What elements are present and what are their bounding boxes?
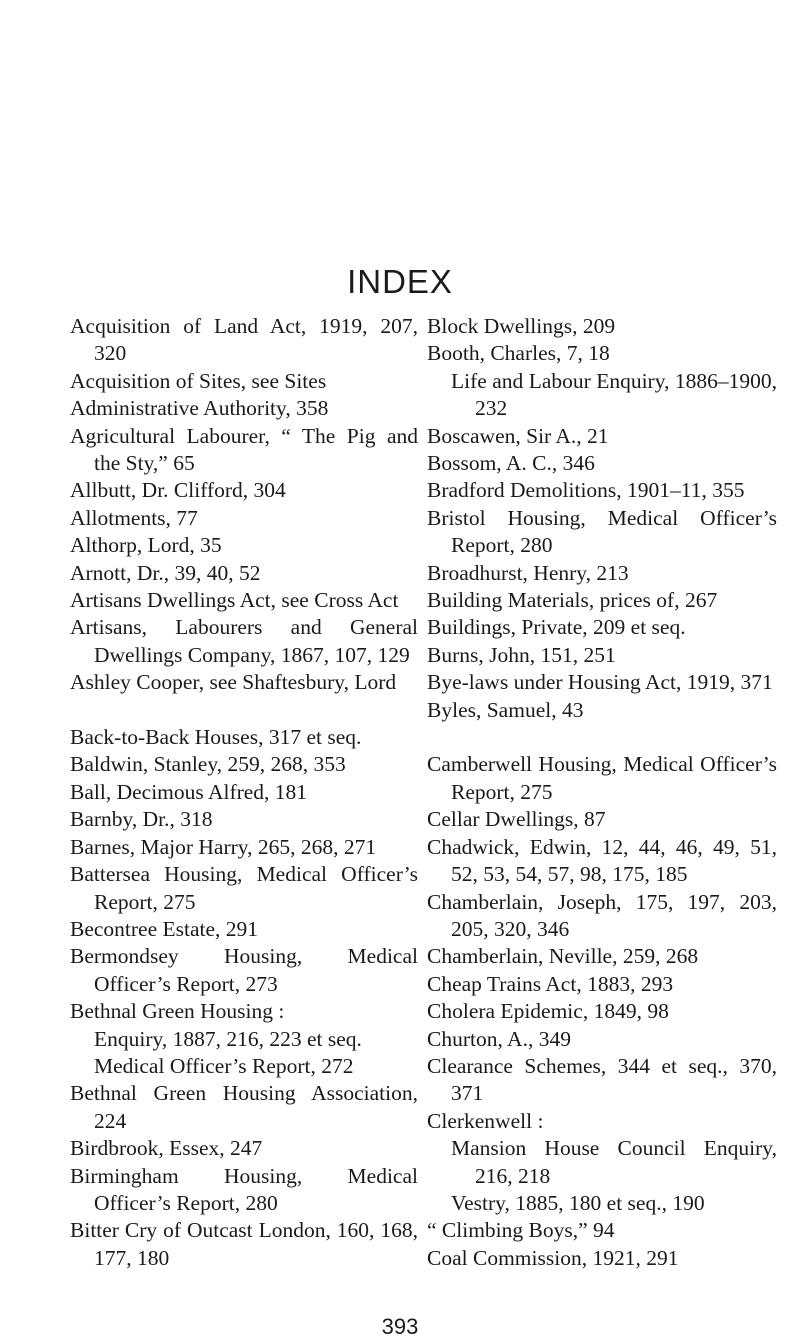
index-entry: Barnes, Major Harry, 265, 268, 271: [70, 834, 377, 859]
index-subentry: Life and Labour Enquiry, 1886–1900, 232: [451, 368, 777, 421]
index-entry: Clearance Schemes, 344 et seq., 370, 371: [427, 1053, 777, 1106]
index-entry: Bitter Cry of Outcast London, 160, 168, 177, 180: [70, 1218, 418, 1270]
page-number: 393: [381, 1314, 419, 1339]
letter-group-gap: [427, 724, 777, 751]
index-entry: Acquisition of Sites, see Sites: [70, 368, 327, 393]
index-entry: Chamberlain, Neville, 259, 268: [427, 944, 699, 969]
index-entry: Administrative Authority, 358: [70, 396, 329, 421]
index-entry: Arnott, Dr., 39, 40, 52: [70, 560, 261, 585]
index-entry: Acquisition of Land Act, 1919, 207, 320: [70, 314, 418, 366]
index-entry: Birmingham Housing, Medical Officer’s Report, 280: [70, 1163, 418, 1215]
index-entry: Building Materials, prices of, 267: [427, 588, 718, 613]
index-entry: Baldwin, Stanley, 259, 268, 353: [70, 752, 346, 777]
index-entry: Althorp, Lord, 35: [70, 533, 222, 558]
index-entry: Broadhurst, Henry, 213: [427, 560, 629, 585]
index-entry: Buildings, Private, 209 et seq.: [427, 615, 686, 640]
index-entry: Bradford Demolitions, 1901–11, 355: [427, 478, 745, 503]
index-entry: Bethnal Green Housing :: [70, 999, 285, 1024]
index-entry: Booth, Charles, 7, 18: [427, 341, 610, 366]
index-entry: Bethnal Green Housing Association, 224: [70, 1081, 418, 1133]
index-entry: Burns, John, 151, 251: [427, 642, 616, 667]
index-entry: Chadwick, Edwin, 12, 44, 46, 49, 51, 52, 53, 54, 57, 98, 175, 185: [427, 834, 777, 887]
index-column-left: [70, 313, 418, 1272]
index-entry: Barnby, Dr., 318: [70, 807, 213, 832]
index-entry: Cheap Trains Act, 1883, 293: [427, 971, 674, 996]
index-entry: “ Climbing Boys,” 94: [427, 1218, 615, 1243]
index-subentry: Mansion House Council Enquiry, 216, 218: [451, 1136, 777, 1188]
index-subentry: Enquiry, 1887, 216, 223 et seq.: [94, 1026, 362, 1051]
index-entry: Cholera Epidemic, 1849, 98: [427, 999, 669, 1024]
index-entry: Camberwell Housing, Medical Officer’s Report, 275: [427, 752, 777, 804]
index-entry: Agricultural Labourer, “ The Pig and the Sty,” 65: [70, 423, 418, 476]
index-entry: Ashley Cooper, see Shaftesbury, Lord: [70, 670, 397, 695]
index-entry: Battersea Housing, Medical Officer’s Report, 275: [70, 862, 418, 914]
index-entry: Bermondsey Housing, Medical Officer’s Report, 273: [70, 944, 418, 996]
index-subentry: Vestry, 1885, 180 et seq., 190: [451, 1190, 705, 1215]
index-entry: Artisans, Labourers and General Dwellings Company, 1867, 107, 129: [70, 615, 418, 667]
index-entry: Boscawen, Sir A., 21: [427, 423, 609, 448]
index-entry: Clerkenwell :: [427, 1108, 544, 1133]
index-entry: Artisans Dwellings Act, see Cross Act: [70, 588, 399, 613]
index-entry: Ball, Decimous Alfred, 181: [70, 779, 308, 804]
index-entry: Bossom, A. C., 346: [427, 451, 595, 476]
index-entry: Coal Commission, 1921, 291: [427, 1245, 679, 1270]
index-entry: Churton, A., 349: [427, 1026, 571, 1051]
page-title: INDEX: [347, 263, 453, 300]
index-entry: Bristol Housing, Medical Officer’s Report, 280: [427, 505, 777, 558]
letter-group-gap: [70, 697, 418, 724]
index-entry: Becontree Estate, 291: [70, 916, 259, 941]
index-entry: Block Dwellings, 209: [427, 314, 616, 338]
index-subentry: Medical Officer’s Report, 272: [94, 1053, 354, 1078]
index-entry: Allbutt, Dr. Clifford, 304: [70, 478, 286, 503]
index-entry: Back-to-Back Houses, 317 et seq.: [70, 725, 362, 750]
index-entry: Chamberlain, Joseph, 175, 197, 203, 205, 320, 346: [427, 889, 777, 941]
index-entry: Bye-laws under Housing Act, 1919, 371: [427, 670, 773, 695]
index-column-right: [427, 313, 777, 1272]
index-entry: Cellar Dwellings, 87: [427, 807, 606, 832]
index-entry: Birdbrook, Essex, 247: [70, 1136, 263, 1161]
index-entry: Allotments, 77: [70, 505, 198, 530]
index-entry: Byles, Samuel, 43: [427, 697, 584, 722]
